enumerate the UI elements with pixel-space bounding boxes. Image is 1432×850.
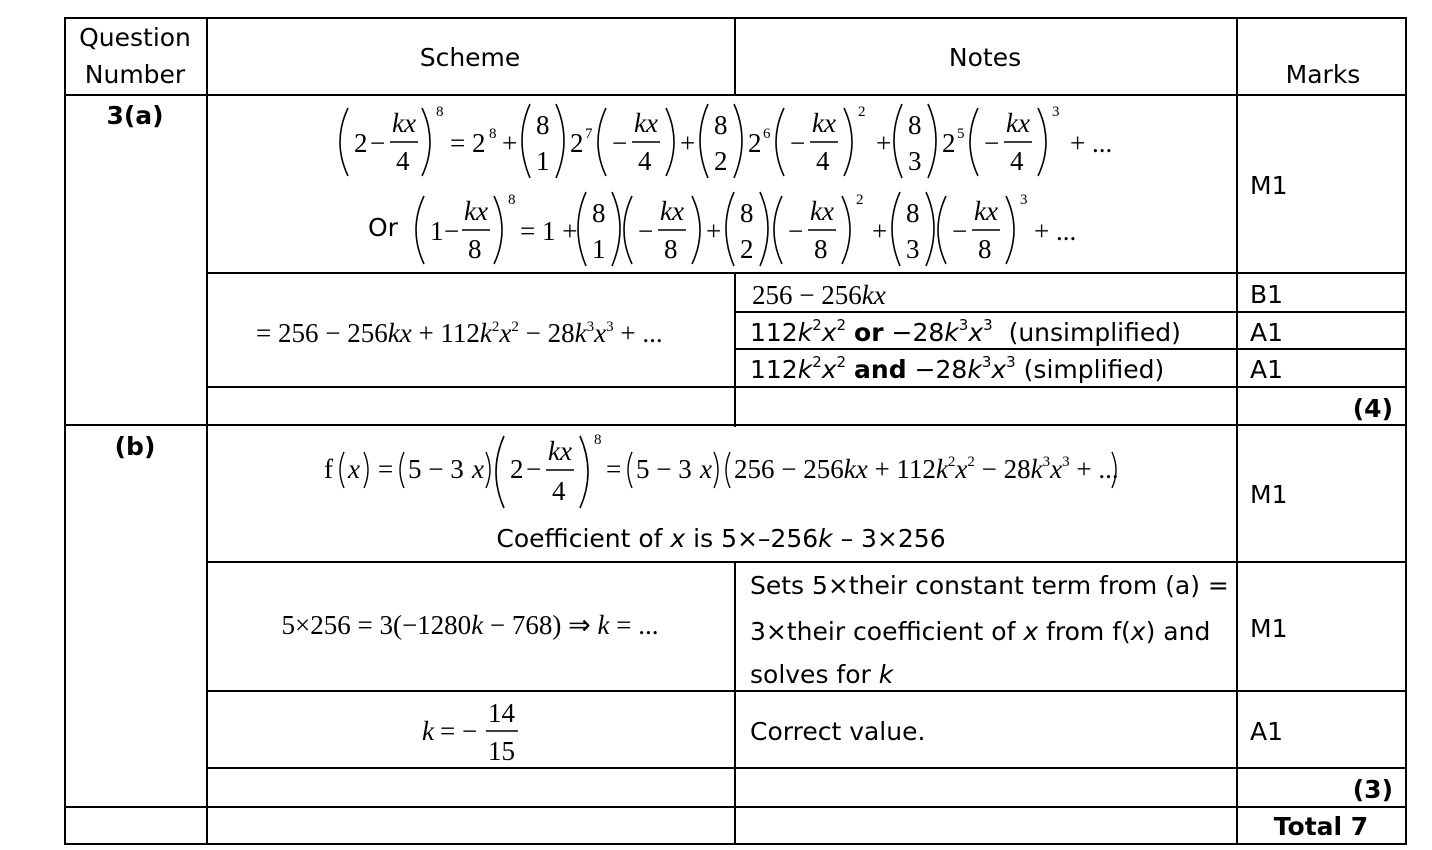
svg-text:x: x bbox=[348, 454, 360, 484]
svg-text:−: − bbox=[612, 128, 628, 158]
mark-m1-expansion: M1 bbox=[1250, 171, 1288, 200]
svg-text:2: 2 bbox=[942, 128, 956, 158]
coefficient-of-x-line: Coefficient of x is 5×–256k – 3×256 bbox=[496, 524, 946, 553]
svg-text:8: 8 bbox=[714, 110, 728, 140]
note-and: and bbox=[854, 355, 907, 384]
svg-text:+: + bbox=[876, 128, 892, 158]
svg-text:8: 8 bbox=[592, 198, 606, 228]
svg-text:6: 6 bbox=[763, 126, 771, 142]
column-divider bbox=[1236, 17, 1238, 845]
svg-text:8: 8 bbox=[594, 432, 602, 448]
svg-text:1: 1 bbox=[592, 234, 606, 264]
svg-text:+: + bbox=[502, 128, 518, 158]
subtotal-part-b: (3) bbox=[1352, 775, 1393, 804]
svg-text:256 − 256kx + 112k2x2 − 28k3x3: $256 - 256kx + 112k^2x^2 - 28k^3x^3$ + ... bbox=[734, 454, 1119, 484]
svg-text:−: − bbox=[444, 216, 460, 246]
svg-text:+: + bbox=[872, 216, 888, 246]
column-divider bbox=[734, 272, 736, 427]
table-border-left bbox=[64, 17, 66, 845]
svg-text:−: − bbox=[526, 454, 542, 484]
svg-text:8: 8 bbox=[436, 104, 444, 120]
svg-text:2: 2 bbox=[354, 128, 368, 158]
svg-text:+: + bbox=[680, 128, 696, 158]
svg-text:14: 14 bbox=[488, 698, 515, 728]
svg-text:3: 3 bbox=[908, 146, 922, 176]
svg-text:kx: kx bbox=[810, 196, 834, 226]
row-divider bbox=[734, 311, 1407, 313]
svg-text:4: 4 bbox=[1010, 146, 1024, 176]
svg-text:1: 1 bbox=[536, 146, 550, 176]
note-simplified-label: (simplified) bbox=[1023, 355, 1165, 384]
svg-text:5 − 3: 5 − 3 bbox=[408, 454, 464, 484]
svg-text:15: 15 bbox=[488, 736, 515, 766]
note-sets-constant: Sets 5×their constant term from (a) = bbox=[750, 571, 1229, 600]
column-divider bbox=[734, 17, 736, 95]
svg-text:8: 8 bbox=[489, 126, 497, 142]
mark-a1-answer: A1 bbox=[1250, 717, 1284, 746]
svg-text:kx: kx bbox=[464, 196, 488, 226]
header-question-number-line2: Number bbox=[84, 60, 186, 89]
svg-text:k: k bbox=[422, 716, 434, 746]
alternative-or-label: Or bbox=[368, 213, 398, 242]
svg-text:kx: kx bbox=[392, 108, 416, 138]
svg-text:+: + bbox=[706, 216, 722, 246]
row-divider bbox=[206, 690, 1407, 692]
header-notes: Notes bbox=[948, 43, 1022, 72]
svg-text:4: 4 bbox=[638, 146, 652, 176]
svg-text:2: 2 bbox=[740, 234, 754, 264]
svg-text:x: x bbox=[472, 454, 484, 484]
svg-text:4: 4 bbox=[816, 146, 830, 176]
svg-text:8: 8 bbox=[978, 234, 992, 264]
svg-text:2: 2 bbox=[714, 146, 728, 176]
svg-text:8: 8 bbox=[740, 198, 754, 228]
solve-equation: 5×256 = 3(−1280k − 768) ⇒ k = ... bbox=[281, 610, 659, 640]
note-constant-and-linear: 256 − 256kx bbox=[752, 280, 886, 310]
svg-text:3: 3 bbox=[906, 234, 920, 264]
svg-text:8: 8 bbox=[468, 234, 482, 264]
note-coefficient-from-fx: 3×their coefficient of x from f(x) and bbox=[750, 617, 1211, 646]
svg-text:f: f bbox=[324, 454, 333, 484]
svg-text:=: = bbox=[378, 454, 394, 484]
svg-text:kx: kx bbox=[548, 436, 572, 466]
svg-text:=: = bbox=[606, 454, 622, 484]
svg-text:= 1 +: = 1 + bbox=[520, 216, 578, 246]
svg-text:−: − bbox=[370, 128, 386, 158]
header-scheme: Scheme bbox=[419, 43, 521, 72]
svg-text:1: 1 bbox=[430, 216, 444, 246]
svg-text:2: 2 bbox=[856, 192, 864, 208]
svg-text:5 − 3: 5 − 3 bbox=[636, 454, 692, 484]
note-solves-for-k: solves for k bbox=[750, 660, 894, 689]
svg-text:+ ...: + ... bbox=[1034, 216, 1077, 246]
svg-text:2: 2 bbox=[748, 128, 762, 158]
svg-text:3: 3 bbox=[1052, 104, 1060, 120]
svg-text:−: − bbox=[638, 216, 654, 246]
svg-text:8: 8 bbox=[814, 234, 828, 264]
svg-text:−: − bbox=[984, 128, 1000, 158]
header-marks: Marks bbox=[1285, 60, 1361, 89]
svg-text:2: 2 bbox=[510, 454, 524, 484]
question-label-3a: 3(a) bbox=[106, 101, 164, 130]
mark-a1-unsimplified: A1 bbox=[1250, 318, 1284, 347]
svg-text:7: 7 bbox=[585, 126, 593, 142]
mark-b1: B1 bbox=[1250, 280, 1284, 309]
mark-m1-solve: M1 bbox=[1250, 614, 1288, 643]
fx-product-formula bbox=[322, 432, 1142, 514]
svg-text:4: 4 bbox=[396, 146, 410, 176]
svg-text:= 2: = 2 bbox=[450, 128, 486, 158]
mark-a1-simplified: A1 bbox=[1250, 355, 1284, 384]
svg-text:kx: kx bbox=[812, 108, 836, 138]
row-divider bbox=[734, 348, 1407, 350]
question-label-b: (b) bbox=[114, 432, 156, 461]
svg-text:kx: kx bbox=[634, 108, 658, 138]
svg-text:−: − bbox=[790, 128, 806, 158]
svg-text:+ ...: + ... bbox=[1070, 128, 1113, 158]
svg-text:8: 8 bbox=[536, 110, 550, 140]
note-simplified-terms: $112k^2x^2$ and $-28k^3x^3$ (simplified) bbox=[750, 353, 1165, 384]
svg-text:8: 8 bbox=[508, 192, 516, 208]
svg-text:2: 2 bbox=[570, 128, 584, 158]
svg-text:3: 3 bbox=[1020, 192, 1028, 208]
row-divider bbox=[206, 386, 1407, 388]
svg-text:= −: = − bbox=[440, 716, 478, 746]
svg-text:kx: kx bbox=[974, 196, 998, 226]
svg-text:4: 4 bbox=[552, 476, 566, 506]
subtotal-part-a: (4) bbox=[1352, 394, 1393, 423]
svg-text:8: 8 bbox=[906, 198, 920, 228]
header-question-number-line1: Question bbox=[79, 23, 191, 52]
svg-text:5: 5 bbox=[957, 126, 965, 142]
svg-text:kx: kx bbox=[1006, 108, 1030, 138]
total-marks: Total 7 bbox=[1273, 812, 1369, 841]
svg-text:−: − bbox=[788, 216, 804, 246]
note-or: or bbox=[854, 318, 884, 347]
svg-text:x: x bbox=[700, 454, 712, 484]
note-unsimplified-terms: $112k^2x^2$ or $-28k^3x^3$ (unsimplified) bbox=[750, 316, 1181, 347]
svg-text:8: 8 bbox=[664, 234, 678, 264]
table-border-right bbox=[1405, 17, 1407, 845]
svg-text:8: 8 bbox=[908, 110, 922, 140]
svg-text:−: − bbox=[952, 216, 968, 246]
column-divider bbox=[734, 561, 736, 845]
expansion-result: = $256 - 256kx + 112k^2x^2 - 28k^3x^3$ + ... bbox=[256, 318, 663, 348]
note-correct-value: Correct value. bbox=[750, 717, 926, 746]
svg-text:kx: kx bbox=[660, 196, 684, 226]
k-answer-formula bbox=[420, 694, 540, 770]
svg-text:2: 2 bbox=[858, 104, 866, 120]
column-divider bbox=[206, 17, 208, 845]
binomial-expansion-formula bbox=[330, 102, 1120, 192]
row-divider bbox=[206, 561, 1407, 563]
mark-m1-fx: M1 bbox=[1250, 480, 1288, 509]
row-divider bbox=[206, 767, 1407, 769]
alternative-expansion-formula bbox=[406, 190, 1106, 274]
note-unsimplified-label: (unsimplified) bbox=[1008, 318, 1181, 347]
